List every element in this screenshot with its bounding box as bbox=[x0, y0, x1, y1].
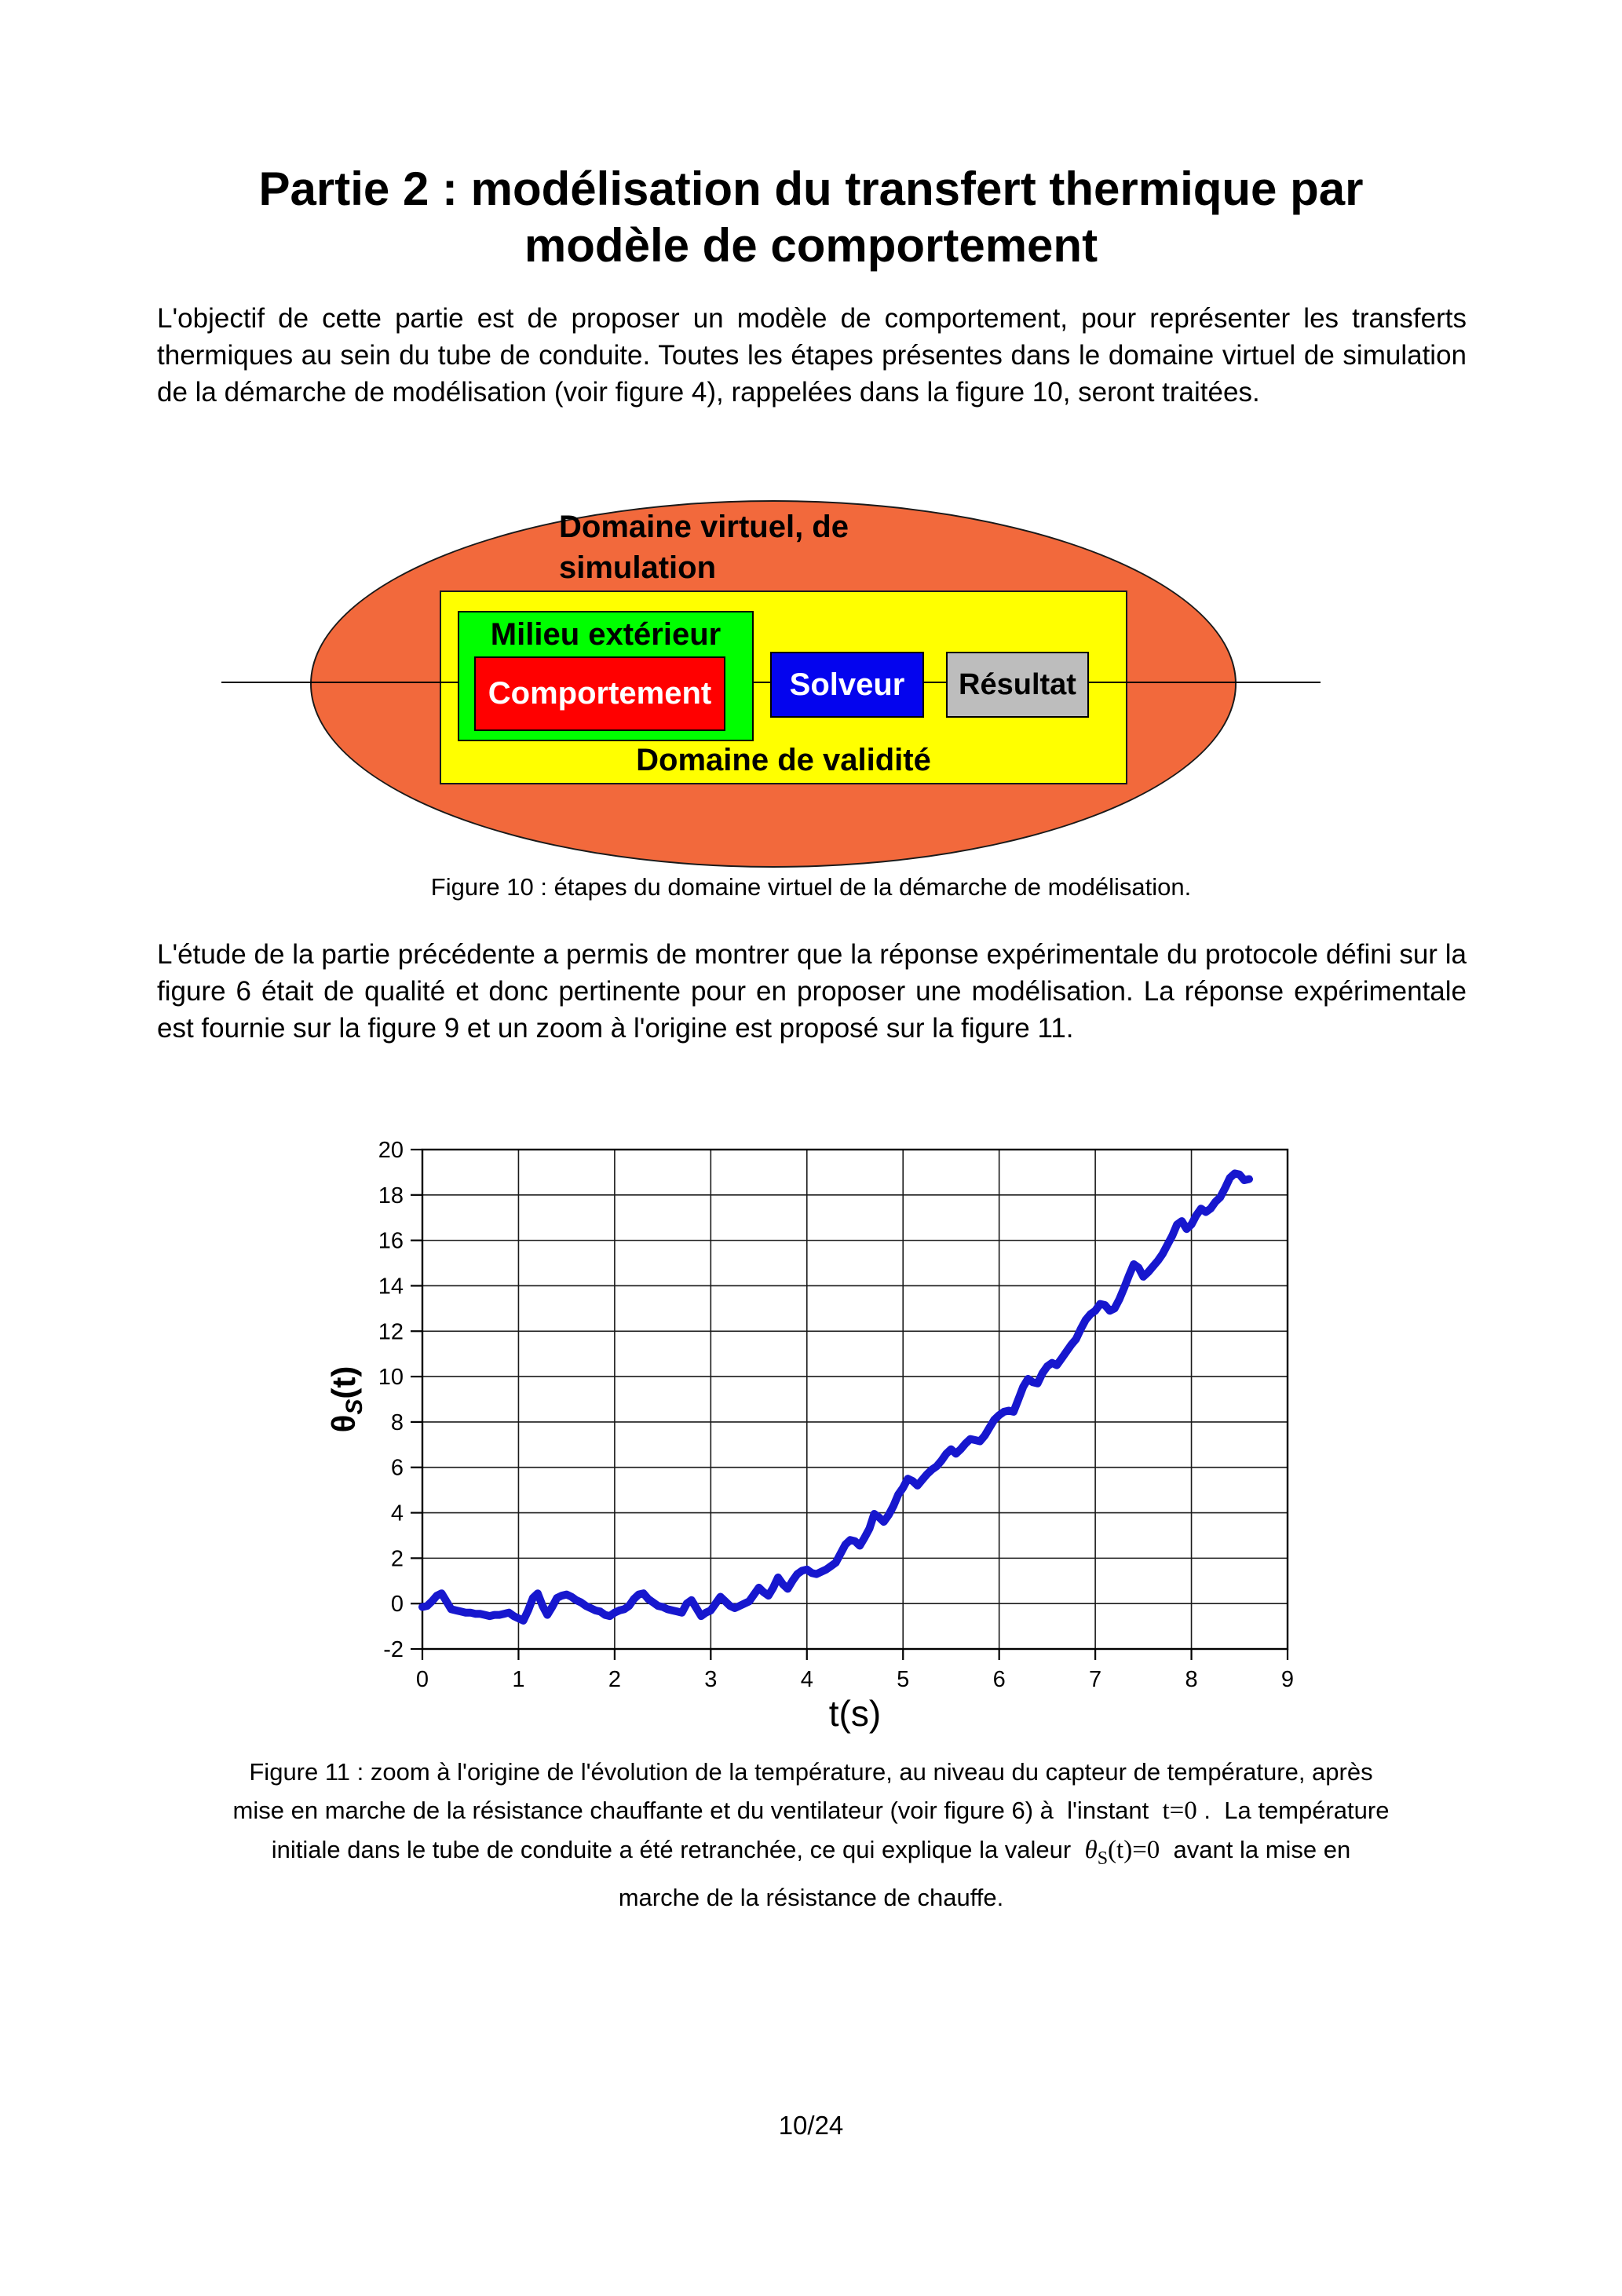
y-tick-label: 18 bbox=[378, 1183, 404, 1208]
page-title bbox=[0, 161, 1622, 274]
validity-domain-label: Domaine de validité bbox=[636, 743, 931, 777]
caption-text: . La température bbox=[1196, 1797, 1390, 1824]
paragraph-intro: L'objectif de cette partie est de proposer un modèle de comportement, pour représenter les transferts thermiques au sein du tube de conduite. Toutes les étapes présentes dans le domaine virtuel de simulation de la démarche de modélisation (voir figure 4), rappelées dans la figure 10, seront traitées. bbox=[157, 303, 1467, 408]
simulation-domain-label bbox=[559, 506, 849, 588]
math-theta-rest: (t)=0 bbox=[1108, 1836, 1160, 1864]
x-tick-label: 1 bbox=[512, 1667, 525, 1692]
figure11-caption-line3 bbox=[79, 1830, 1543, 1878]
caption-text: mise en marche de la résistance chauffante et du ventilateur (voir figure 6) à l'instant bbox=[232, 1797, 1163, 1824]
paragraph-study: L'étude de la partie précédente a permis de montrer que la réponse expérimentale du protocole défini sur la figure 6 était de qualité et donc pertinente pour en proposer une modélisation. La réponse expérimentale est fournie sur la figure 9 et un zoom à l'origine est proposé sur la figure 11. bbox=[157, 939, 1467, 1044]
x-tick-label: 8 bbox=[1185, 1667, 1198, 1692]
caption-text: avant la mise en bbox=[1160, 1836, 1351, 1863]
y-tick-label: 8 bbox=[390, 1409, 404, 1435]
y-tick-label: 12 bbox=[378, 1319, 404, 1345]
page-title-line2: modèle de comportement bbox=[524, 219, 1098, 272]
plot-frame bbox=[422, 1150, 1288, 1649]
figure11-caption bbox=[79, 1753, 1543, 1917]
figure11-caption-line1: Figure 11 : zoom à l'origine de l'évolution de la température, au niveau du capteur de température, après bbox=[249, 1758, 1373, 1786]
y-tick-label: 14 bbox=[378, 1274, 404, 1300]
page-number: 10/24 bbox=[778, 2111, 844, 2140]
solver-box bbox=[770, 652, 924, 718]
page-title-line1: Partie 2 : modélisation du transfert thermique par bbox=[258, 163, 1364, 215]
y-tick-label: 4 bbox=[390, 1501, 404, 1526]
behavior-box bbox=[474, 656, 725, 731]
math-theta-symbol: θ bbox=[1084, 1836, 1098, 1864]
figure11-caption-line4: marche de la résistance de chauffe. bbox=[618, 1884, 1004, 1911]
y-tick-label: 2 bbox=[390, 1546, 404, 1572]
y-tick-label: 10 bbox=[378, 1365, 404, 1391]
external-environment-label: Milieu extérieur bbox=[490, 617, 721, 652]
result-box-label: Résultat bbox=[959, 667, 1076, 701]
y-axis-label: $\theta_S(t)$ bbox=[325, 1366, 367, 1433]
y-tick-label: -2 bbox=[383, 1637, 404, 1662]
figure11-chart-svg bbox=[298, 1119, 1366, 1747]
x-axis-label: t(s) bbox=[828, 1693, 882, 1734]
x-tick-label: 7 bbox=[1089, 1667, 1102, 1692]
caption-text: initiale dans le tube de conduite a été retranchée, ce qui explique la valeur bbox=[271, 1836, 1085, 1863]
x-tick-label: 6 bbox=[992, 1667, 1006, 1692]
behavior-box-label: Comportement bbox=[488, 676, 712, 711]
y-tick-label: 16 bbox=[378, 1228, 404, 1254]
x-tick-label: 0 bbox=[415, 1667, 429, 1692]
simulation-domain-label-line2: simulation bbox=[559, 550, 717, 585]
x-tick-label: 2 bbox=[608, 1667, 621, 1692]
result-box bbox=[946, 652, 1089, 718]
y-tick-label: 0 bbox=[390, 1592, 404, 1618]
x-tick-label: 3 bbox=[704, 1667, 718, 1692]
y-tick-label: 20 bbox=[378, 1138, 404, 1163]
figure10-caption: Figure 10 : étapes du domaine virtuel de la démarche de modélisation. bbox=[430, 873, 1192, 901]
x-tick-label: 4 bbox=[800, 1667, 813, 1692]
solver-box-label: Solveur bbox=[789, 667, 905, 702]
math-theta-subscript: S bbox=[1097, 1848, 1109, 1869]
math-t-equals-zero: t=0 bbox=[1162, 1797, 1197, 1825]
figure11-caption-line2 bbox=[79, 1791, 1543, 1830]
x-tick-label: 5 bbox=[897, 1667, 910, 1692]
y-tick-label: 6 bbox=[390, 1455, 404, 1481]
x-tick-label: 9 bbox=[1280, 1667, 1295, 1692]
simulation-domain-label-line1: Domaine virtuel, de bbox=[559, 510, 849, 544]
